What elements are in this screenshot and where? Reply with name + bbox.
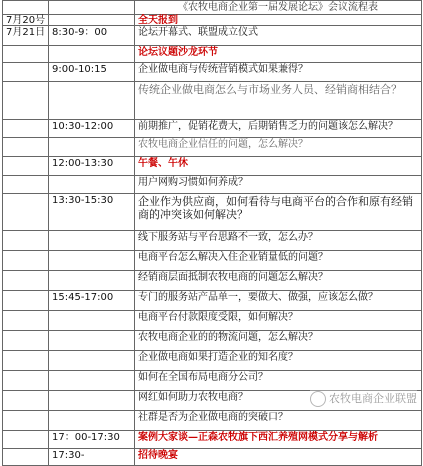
title-time-cell: [49, 1, 135, 14]
time-cell: [49, 271, 135, 290]
topic-cell: 全天报到: [135, 14, 422, 25]
topic-cell: 用户网购习惯如何养成？: [135, 176, 422, 193]
date-cell: 7月21日: [2, 26, 49, 45]
topic-cell: 专门的服务站产品单一，要做大、做强，应该怎么做？: [135, 291, 422, 310]
topic-cell: 前期推广，促销花费大，后期销售乏力的问题该怎么解决？: [135, 120, 422, 137]
topic-cell: 论坛开幕式、联盟成立仪式: [135, 26, 422, 45]
time-cell: 17：00-17:30: [49, 431, 135, 448]
date-cell: [2, 157, 49, 175]
date-cell: [2, 120, 49, 137]
topic-cell: 农牧电商企业信任的问题，怎么解决？: [135, 138, 422, 156]
topic-cell: 电商平台怎么解决入住企业销量低的问题？: [135, 251, 422, 270]
time-cell: [49, 331, 135, 350]
table-row: [2, 371, 422, 391]
topic-cell: 企业做电商如果打造企业的知名度？: [135, 351, 422, 370]
time-cell: [49, 311, 135, 330]
date-cell: [2, 331, 49, 350]
topic-cell: 电商平台付款限度受限，如何解决？: [135, 311, 422, 330]
time-cell: [49, 411, 135, 430]
table-row: [2, 311, 422, 331]
topic-cell: 农牧电商企业的的物流问题，怎么解决？: [135, 331, 422, 350]
time-cell: 12:00-13:30: [49, 157, 135, 175]
topic-cell: 线下服务站与平台思路不一致，怎么办？: [135, 231, 422, 250]
date-cell: [2, 351, 49, 370]
date-cell: [2, 63, 49, 81]
time-cell: [49, 14, 135, 25]
title-row: [2, 0, 422, 15]
topic-cell: 网红如何助力农牧电商？: [135, 391, 422, 410]
table-row: [2, 157, 422, 176]
topic-cell: 社群是否为企业做电商的突破口？: [135, 411, 422, 430]
date-cell: [2, 411, 49, 430]
time-cell: 10:30-12:00: [49, 120, 135, 137]
time-cell: [49, 251, 135, 270]
table-row: [2, 251, 422, 271]
date-cell: [2, 271, 49, 290]
topic-cell: 企业作为供应商，如何看待与电商平台的合作和原有经销商的冲突该如何解决？: [135, 194, 422, 230]
time-cell: [49, 371, 135, 390]
table-row: [2, 331, 422, 351]
time-cell: [49, 46, 135, 62]
date-cell: [2, 311, 49, 330]
date-cell: [2, 231, 49, 250]
table-row: [2, 194, 422, 231]
table-row: [2, 120, 422, 138]
time-cell: [49, 82, 135, 119]
wechat-icon: [310, 391, 326, 407]
title-date-cell: [2, 1, 49, 14]
table-row: [2, 82, 422, 120]
date-cell: [2, 176, 49, 193]
date-cell: [2, 194, 49, 230]
date-cell: [2, 391, 49, 410]
table-title: 《农牧电商企业第一届发展论坛》会议流程表: [135, 1, 422, 14]
date-cell: [2, 371, 49, 390]
time-cell: 13:30-15:30: [49, 194, 135, 230]
topic-cell: 招待晚宴: [135, 449, 422, 465]
topic-cell: 案例大家谈—正森农牧旗下西汇养殖网模式分享与解析: [135, 431, 422, 448]
table-row: [2, 291, 422, 311]
date-cell: [2, 46, 49, 62]
table-row: [2, 271, 422, 291]
topic-cell: 论坛议题沙龙环节: [135, 46, 422, 62]
time-cell: 15:45-17:00: [49, 291, 135, 310]
table-row: [2, 449, 422, 466]
topic-cell: 经销商层面抵制农牧电商的问题怎么解决？: [135, 271, 422, 290]
time-cell: [49, 391, 135, 410]
table-row: [2, 26, 422, 46]
table-row: [2, 14, 422, 26]
date-cell: [2, 449, 49, 465]
time-cell: [49, 351, 135, 370]
table-row: [2, 138, 422, 157]
date-cell: [2, 82, 49, 119]
watermark: [310, 390, 417, 407]
date-cell: [2, 431, 49, 448]
table-row: [2, 46, 422, 63]
time-cell: 17:30-: [49, 449, 135, 465]
topic-cell: 午餐、午休: [135, 157, 422, 175]
date-cell: [2, 138, 49, 156]
date-cell: [2, 251, 49, 270]
topic-cell: 如何在全国布局电商分公司？: [135, 371, 422, 390]
table-row: [2, 411, 422, 431]
time-cell: 9:00-10:15: [49, 63, 135, 81]
time-cell: [49, 176, 135, 193]
table-row: [2, 176, 422, 194]
table-row: [2, 231, 422, 251]
watermark-text: 农牧电商企业联盟: [329, 392, 417, 405]
date-cell: [2, 291, 49, 310]
table-row: [2, 63, 422, 82]
time-cell: 8:30-9：00: [49, 26, 135, 45]
time-cell: [49, 231, 135, 250]
table-row: [2, 431, 422, 449]
table-row: [2, 351, 422, 371]
time-cell: [49, 138, 135, 156]
date-cell: 7月20号: [2, 14, 49, 25]
topic-cell: 企业做电商与传统营销模式如果兼得？: [135, 63, 422, 81]
topic-cell: 传统企业做电商怎么与市场业务人员、经销商相结合？: [135, 82, 422, 119]
